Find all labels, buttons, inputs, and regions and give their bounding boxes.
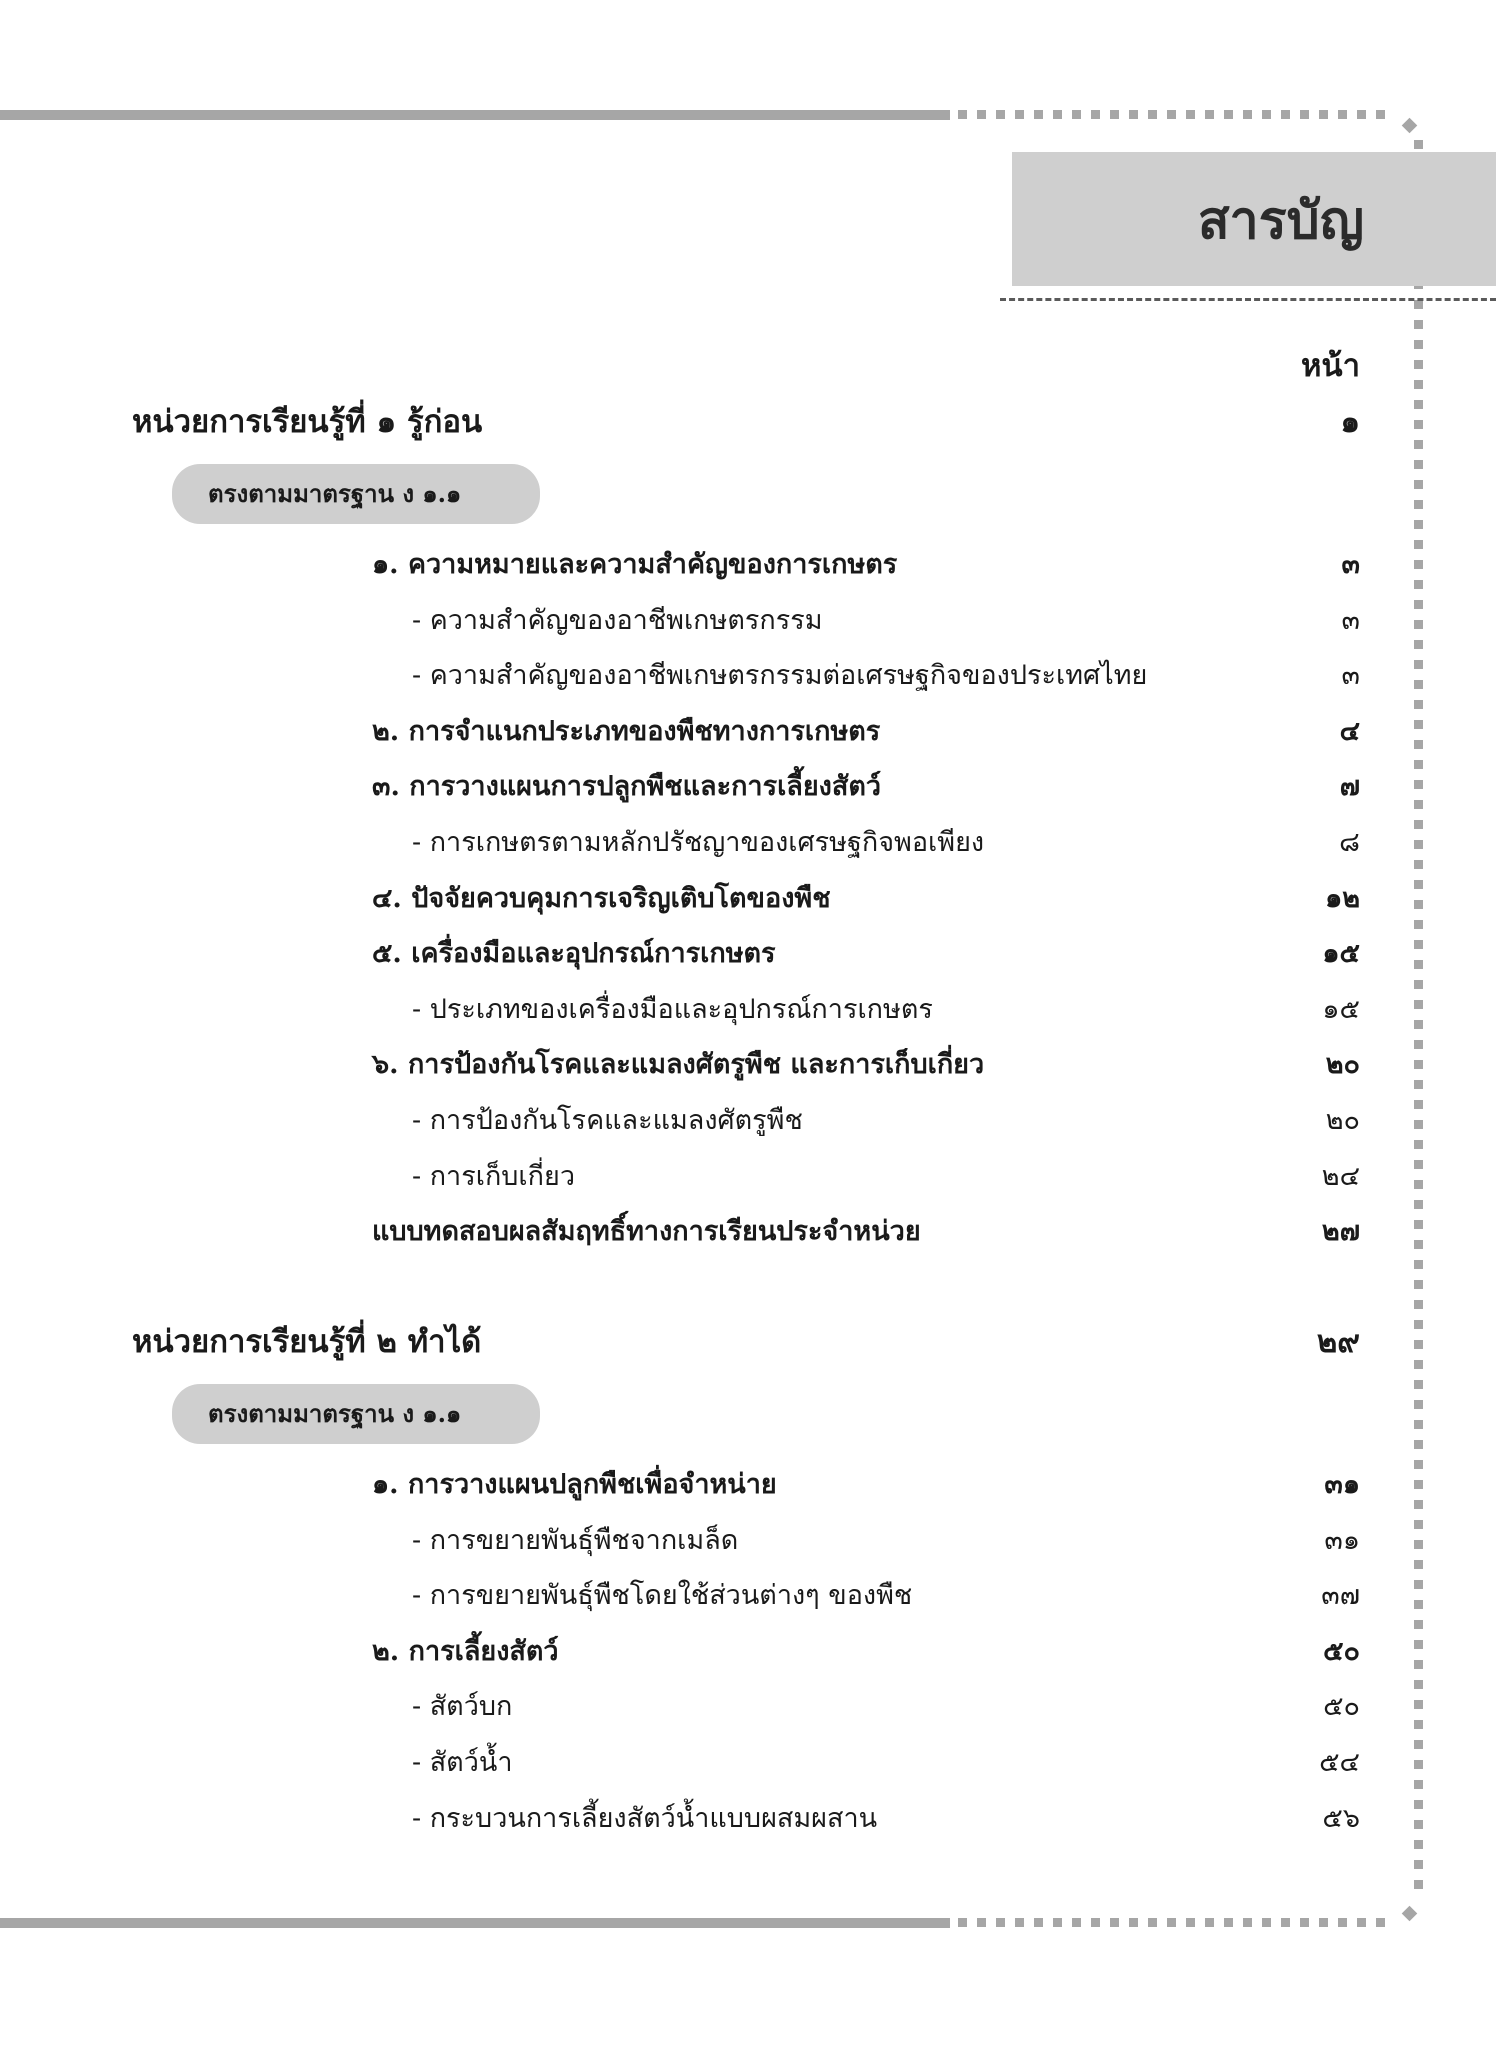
frame-dot [1414,1260,1423,1269]
frame-dot [1414,820,1423,829]
toc-subsection-entry-title: - การป้องกันโรคและแมลงศัตรูพืช [412,1105,803,1136]
toc-subsection-entry-page: ๓ [1341,604,1360,636]
frame-dot [1414,1340,1423,1349]
frame-dot [1414,1680,1423,1689]
frame-dot [1186,110,1195,119]
toc-subsection-entry [412,1101,1360,1141]
toc-subsection-entry-page: ๕๔ [1319,1747,1360,1778]
frame-dot [1300,1918,1309,1927]
frame-dot [1414,380,1423,389]
toc-subsection-entry [412,1687,1360,1727]
bottom-corner-diamond [1402,1906,1418,1922]
frame-dot [1357,1918,1366,1927]
toc-subsection-entry [412,1157,1360,1197]
toc-unit-heading-page: ๒๙ [1316,1324,1360,1360]
toc-subsection-entry-page: ๒๐ [1325,1105,1360,1136]
title-banner [1012,152,1496,286]
frame-dot [1129,1918,1138,1927]
toc-subsection-entry [412,601,1360,641]
frame-dot [1414,1780,1423,1789]
toc-subsection-entry [412,1521,1360,1561]
toc-unit-heading-title: หน่วยการเรียนรู้ที่ ๑ รู้ก่อน [132,404,483,440]
frame-dot [1414,1180,1423,1189]
frame-dot [1034,110,1043,119]
toc-subsection-entry [412,1743,1360,1783]
page-column-header: หน้า [1300,348,1360,384]
frame-dot [1414,140,1423,149]
frame-dot [1414,1020,1423,1029]
frame-dot [1414,860,1423,869]
frame-dot [1414,360,1423,369]
frame-dot [1414,1000,1423,1009]
frame-dot [1110,1918,1119,1927]
frame-dot [1338,1918,1347,1927]
frame-dot [1414,1660,1423,1669]
frame-dot [1414,1620,1423,1629]
frame-dot [1414,1740,1423,1749]
frame-dot [1414,1220,1423,1229]
frame-dot [1357,110,1366,119]
toc-unit-heading-page: ๑ [1340,404,1360,440]
frame-dot [1414,1860,1423,1869]
toc-subsection-entry-page: ๕๐ [1323,1691,1360,1723]
title-dashed-rule [1000,298,1496,301]
toc-section-entry-page: ๗ [1339,771,1360,803]
frame-dot [1414,1600,1423,1609]
toc-section-entry [372,1465,1360,1505]
frame-dot [1414,480,1423,489]
frame-dot [1414,1200,1423,1209]
frame-dot [1414,1240,1423,1249]
frame-dot [1414,800,1423,809]
page-title: สารบัญ [1197,190,1364,251]
frame-dot [1414,840,1423,849]
toc-subsection-entry [412,990,1360,1030]
frame-dot [1167,1918,1176,1927]
frame-dot [1414,1560,1423,1569]
frame-dot [1414,1040,1423,1049]
frame-dot [1243,110,1252,119]
toc-section-entry-title: ๖. การป้องกันโรคและแมลงศัตรูพืช และการเก็บเกี่ยว [372,1049,985,1081]
frame-dot [1414,420,1423,429]
frame-dot [1414,1500,1423,1509]
frame-dot [1015,1918,1024,1927]
frame-dot [1205,1918,1214,1927]
frame-dot [1414,1280,1423,1289]
frame-dot [1414,1580,1423,1589]
frame-dot [958,110,967,119]
frame-dot [1376,110,1385,119]
frame-dot [1224,1918,1233,1927]
toc-section-entry [372,545,1360,585]
toc-section-entry [372,934,1360,974]
toc-subsection-entry-title: - ประเภทของเครื่องมือและอุปกรณ์การเกษตร [412,993,933,1025]
toc-section-entry-title: ๔. ปัจจัยควบคุมการเจริญเติบโตของพืช [372,882,831,914]
frame-dot [1414,1760,1423,1769]
toc-section-entry-title: ๒. การจำแนกประเภทของพืชทางการเกษตร [372,715,881,747]
frame-dot [1414,1380,1423,1389]
frame-dot [1414,1880,1423,1889]
top-dotted-rule [958,110,1385,119]
frame-dot [1414,540,1423,549]
frame-dot [1414,1720,1423,1729]
frame-dot [1414,740,1423,749]
toc-section-entry-title: ๓. การวางแผนการปลูกพืชและการเลี้ยงสัตว์ [372,771,882,803]
frame-dot [1281,110,1290,119]
frame-dot [1091,1918,1100,1927]
frame-dot [1414,1480,1423,1489]
toc-section-entry-page: ๕๐ [1323,1635,1360,1667]
frame-dot [1224,110,1233,119]
toc-subsection-entry-title: - สัตว์น้ำ [412,1747,513,1778]
frame-dot [1414,1800,1423,1809]
toc-subsection-entry [412,1576,1360,1616]
toc-subsection-entry-title: - สัตว์บก [412,1691,513,1723]
frame-dot [1281,1918,1290,1927]
frame-dot [1319,1918,1328,1927]
frame-dot [958,1918,967,1927]
toc-subsection-entry-page: ๓๗ [1321,1580,1360,1612]
frame-dot [1243,1918,1252,1927]
frame-dot [1414,560,1423,569]
frame-dot [1414,1520,1423,1529]
frame-dot [1414,1640,1423,1649]
frame-dot [1414,700,1423,709]
frame-dot [1414,1300,1423,1309]
toc-subsection-entry-page: ๒๔ [1321,1160,1360,1192]
frame-dot [1414,760,1423,769]
toc-subsection-entry-page: ๕๖ [1322,1802,1360,1834]
frame-dot [1376,1918,1385,1927]
frame-dot [1414,780,1423,789]
frame-dot [1148,110,1157,119]
toc-section-entry-page: ๓ [1341,549,1360,580]
toc-section-entry-title: ๒. การเลี้ยงสัตว์ [372,1635,559,1667]
toc-section-entry-page: ๒๐ [1325,1049,1360,1081]
frame-dot [1414,320,1423,329]
toc-subsection-entry [412,1799,1360,1839]
frame-dot [1414,660,1423,669]
frame-dot [1414,1140,1423,1149]
frame-dot [1414,1420,1423,1429]
frame-dot [1414,1540,1423,1549]
toc-subsection-entry-title: - ความสำคัญของอาชีพเกษตรกรรมต่อเศรษฐกิจของประเทศไทย [412,660,1148,692]
frame-dot [1414,1360,1423,1369]
top-solid-rule [0,110,950,120]
frame-dot [1414,1100,1423,1109]
frame-dot [1414,720,1423,729]
frame-dot [1414,980,1423,989]
frame-dot [1072,1918,1081,1927]
toc-subsection-entry-title: - การขยายพันธุ์พืชโดยใช้ส่วนต่างๆ ของพืช [412,1580,913,1612]
toc-subsection-entry-page: ๓๑ [1324,1524,1360,1556]
toc-section-entry [372,767,1360,807]
toc-subsection-entry-title: - การเกษตรตามหลักปรัชญาของเศรษฐกิจพอเพียง [412,827,985,858]
bottom-solid-rule [0,1918,950,1928]
frame-dot [1414,1440,1423,1449]
frame-dot [1319,110,1328,119]
toc-section-entry-page: ๔ [1339,715,1360,747]
frame-dot [1414,300,1423,309]
bottom-dotted-rule [958,1918,1385,1927]
right-dotted-rule [1414,140,1423,1889]
frame-dot [1414,1820,1423,1829]
frame-dot [1414,1840,1423,1849]
frame-dot [1414,580,1423,589]
toc-section-entry [372,712,1360,752]
frame-dot [1414,880,1423,889]
standard-badge: ตรงตามมาตรฐาน ง ๑.๑ [172,464,540,524]
frame-dot [1414,500,1423,509]
frame-dot [977,110,986,119]
frame-dot [1414,620,1423,629]
toc-section-entry-title: ๑. การวางแผนปลูกพืชเพื่อจำหน่าย [372,1469,777,1500]
frame-dot [1262,1918,1271,1927]
toc-subsection-entry [412,656,1360,696]
toc-subsection-entry-title: - ความสำคัญของอาชีพเกษตรกรรม [412,604,823,636]
frame-dot [1148,1918,1157,1927]
frame-dot [1414,1460,1423,1469]
frame-dot [1034,1918,1043,1927]
frame-dot [1414,1060,1423,1069]
frame-dot [1205,110,1214,119]
frame-dot [1053,1918,1062,1927]
toc-section-entry [372,1632,1360,1672]
frame-dot [1414,1080,1423,1089]
toc-section-entry-page: ๑๕ [1322,938,1360,970]
frame-dot [1167,110,1176,119]
frame-dot [1414,400,1423,409]
toc-section-entry-page: ๑๒ [1325,882,1360,914]
toc-subsection-entry-page: ๑๕ [1322,993,1360,1025]
frame-dot [1414,520,1423,529]
standard-badge: ตรงตามมาตรฐาน ง ๑.๑ [172,1384,540,1444]
toc-unit-heading-title: หน่วยการเรียนรู้ที่ ๒ ทำได้ [132,1324,482,1360]
frame-dot [1414,680,1423,689]
frame-dot [1186,1918,1195,1927]
toc-section-entry [372,879,1360,919]
frame-dot [996,1918,1005,1927]
frame-dot [1414,440,1423,449]
frame-dot [1110,110,1119,119]
frame-dot [977,1918,986,1927]
toc-section-entry-title: ๕. เครื่องมือและอุปกรณ์การเกษตร [372,938,776,970]
toc-subsection-entry-page: ๘ [1339,827,1360,858]
frame-dot [1414,940,1423,949]
frame-dot [1072,110,1081,119]
frame-dot [1414,920,1423,929]
toc-subsection-entry-title: - การเก็บเกี่ยว [412,1160,575,1192]
frame-dot [1053,110,1062,119]
frame-dot [1414,900,1423,909]
frame-dot [1414,1700,1423,1709]
toc-section-entry [372,1045,1360,1085]
frame-dot [1414,1160,1423,1169]
toc-subsection-entry-page: ๓ [1341,660,1360,692]
toc-section-entry-page: ๒๗ [1321,1216,1360,1248]
frame-dot [1414,340,1423,349]
toc-subsection-entry-title: - การขยายพันธุ์พืชจากเมล็ด [412,1524,739,1556]
frame-dot [1262,110,1271,119]
frame-dot [1414,1320,1423,1329]
frame-dot [1414,1120,1423,1129]
frame-dot [1414,1400,1423,1409]
toc-section-entry [372,1212,1360,1252]
frame-dot [1091,110,1100,119]
frame-dot [1414,600,1423,609]
toc-section-entry-title: แบบทดสอบผลสัมฤทธิ์ทางการเรียนประจำหน่วย [372,1216,921,1248]
toc-subsection-entry-title: - กระบวนการเลี้ยงสัตว์น้ำแบบผสมผสาน [412,1802,878,1834]
top-corner-diamond [1402,118,1418,134]
toc-unit-heading [132,402,1360,442]
frame-dot [1414,960,1423,969]
frame-dot [1015,110,1024,119]
frame-dot [1300,110,1309,119]
frame-dot [996,110,1005,119]
toc-subsection-entry [412,823,1360,863]
toc-section-entry-page: ๓๑ [1324,1469,1360,1500]
frame-dot [1129,110,1138,119]
toc-unit-heading [132,1322,1360,1362]
frame-dot [1414,640,1423,649]
toc-section-entry-title: ๑. ความหมายและความสำคัญของการเกษตร [372,549,898,580]
frame-dot [1338,110,1347,119]
frame-dot [1414,460,1423,469]
